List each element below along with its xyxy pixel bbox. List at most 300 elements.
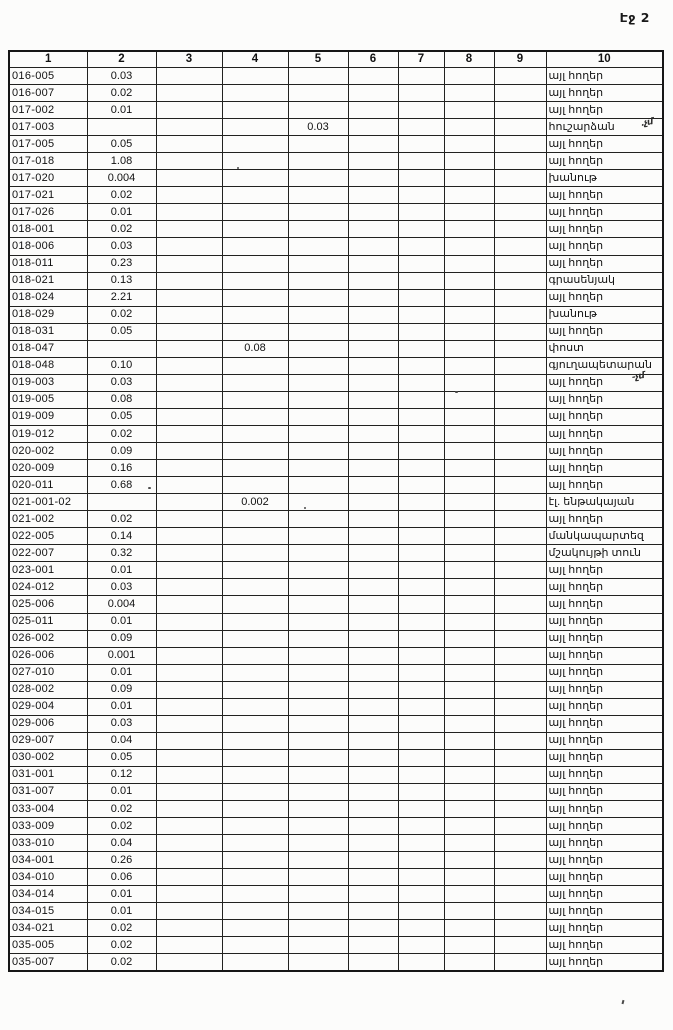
table-cell [156,579,222,596]
table-cell [222,835,288,852]
table-cell: 0.02 [87,801,156,818]
table-cell [288,630,348,647]
table-cell [444,391,494,408]
table-cell: 033-009 [9,818,87,835]
column-header: 9 [494,51,546,68]
table-cell [444,85,494,102]
table-cell [222,596,288,613]
table-cell [444,68,494,85]
table-cell [398,408,444,425]
table-cell [288,391,348,408]
table-cell: խանութ [546,306,663,323]
table-cell [348,903,398,920]
table-header-row [9,51,663,68]
table-cell [494,306,546,323]
table-cell [398,596,444,613]
table-cell: 0.03 [87,715,156,732]
table-cell [222,425,288,442]
table-cell [398,425,444,442]
table-cell [87,494,156,511]
table-cell [156,221,222,238]
table-cell: 0.05 [87,136,156,153]
table-cell [348,340,398,357]
table-cell [222,391,288,408]
table-cell [156,852,222,869]
scan-speck [622,1000,624,1004]
table-cell: այլ հողեր [546,818,663,835]
table-cell [444,681,494,698]
table-cell: 0.06 [87,869,156,886]
table-cell [494,869,546,886]
table-cell [288,238,348,255]
table-cell: խանութ [546,170,663,187]
table-cell [288,204,348,221]
table-cell [494,238,546,255]
table-cell [444,425,494,442]
table-cell [156,170,222,187]
table-cell [222,954,288,972]
table-cell: 2.21 [87,289,156,306]
table-cell [288,153,348,170]
table-cell [222,715,288,732]
table-cell [288,323,348,340]
table-cell [222,528,288,545]
table-cell [222,852,288,869]
table-cell [494,766,546,783]
table-cell [398,238,444,255]
table-cell [348,425,398,442]
column-header: 4 [222,51,288,68]
table-cell [398,255,444,272]
table-cell: 024-012 [9,579,87,596]
table-cell: այլ հողեր [546,937,663,954]
table-cell [398,903,444,920]
table-cell: այլ հողեր [546,852,663,869]
table-row [9,238,663,255]
table-row [9,869,663,886]
table-cell [444,408,494,425]
table-cell [156,68,222,85]
table-cell: 029-006 [9,715,87,732]
table-cell: 0.02 [87,954,156,972]
table-cell [494,664,546,681]
table-cell [494,545,546,562]
table-cell: 017-026 [9,204,87,221]
table-cell: 018-024 [9,289,87,306]
table-cell: էլ. ենթակայան [546,494,663,511]
table-cell [444,749,494,766]
table-cell [348,323,398,340]
table-cell [348,835,398,852]
table-cell: այլ հողեր [546,323,663,340]
scan-speck [455,391,458,393]
table-cell: 025-006 [9,596,87,613]
table-cell [398,715,444,732]
table-cell: 026-002 [9,630,87,647]
table-cell [494,460,546,477]
table-cell [494,255,546,272]
table-cell: 019-005 [9,391,87,408]
table-cell: 0.03 [87,374,156,391]
table-cell [348,818,398,835]
table-cell [222,903,288,920]
table-cell [156,835,222,852]
table-cell [348,715,398,732]
table-cell [222,511,288,528]
table-cell [348,306,398,323]
table-cell: այլ հողեր [546,460,663,477]
table-cell [156,698,222,715]
table-cell [348,153,398,170]
table-cell: 017-020 [9,170,87,187]
table-cell [348,801,398,818]
table-cell [156,664,222,681]
table-cell [348,783,398,800]
table-cell [348,579,398,596]
table-cell [222,306,288,323]
table-cell: 018-011 [9,255,87,272]
table-row [9,255,663,272]
table-cell: 0.05 [87,323,156,340]
table-row [9,511,663,528]
table-cell [494,391,546,408]
table-cell: 034-014 [9,886,87,903]
table-cell [222,545,288,562]
table-cell [348,613,398,630]
table-cell: այլ հողեր [546,732,663,749]
table-cell [156,596,222,613]
table-cell [494,340,546,357]
table-cell [398,119,444,136]
table-row [9,920,663,937]
table-cell: 019-009 [9,408,87,425]
table-cell [444,272,494,289]
table-cell [444,460,494,477]
table-cell [494,204,546,221]
table-cell [222,647,288,664]
table-cell: 028-002 [9,681,87,698]
table-cell [348,221,398,238]
table-cell [494,221,546,238]
table-cell [156,920,222,937]
table-cell [494,357,546,374]
table-cell: 034-001 [9,852,87,869]
table-cell [398,545,444,562]
table-cell [222,579,288,596]
table-cell [222,664,288,681]
column-header: 6 [348,51,398,68]
table-cell [444,920,494,937]
table-row [9,886,663,903]
table-cell: այլ հողեր [546,511,663,528]
table-cell [222,357,288,374]
table-row [9,681,663,698]
table-cell: 0.004 [87,596,156,613]
table-cell [156,613,222,630]
table-row [9,204,663,221]
table-cell [348,443,398,460]
table-cell [494,272,546,289]
table-cell [288,613,348,630]
table-cell [348,528,398,545]
table-cell [288,664,348,681]
table-cell [222,801,288,818]
table-cell: 0.02 [87,937,156,954]
table-row [9,937,663,954]
table-row [9,443,663,460]
table-cell [288,783,348,800]
table-cell: 0.05 [87,408,156,425]
table-row [9,136,663,153]
table-cell [348,766,398,783]
table-cell [444,545,494,562]
table-row [9,783,663,800]
table-cell [288,749,348,766]
table-cell [222,272,288,289]
table-cell [222,85,288,102]
table-row [9,630,663,647]
scan-speck [148,487,151,489]
table-row [9,187,663,204]
table-cell [156,732,222,749]
table-cell: 0.13 [87,272,156,289]
table-cell [444,613,494,630]
table-cell [222,443,288,460]
table-cell [156,374,222,391]
table-cell [288,528,348,545]
table-cell [222,681,288,698]
table-cell [222,408,288,425]
table-cell [156,954,222,972]
table-cell [156,477,222,494]
table-cell: 0.004 [87,170,156,187]
table-cell [348,391,398,408]
table-row [9,664,663,681]
table-cell: 0.09 [87,630,156,647]
table-cell [444,903,494,920]
table-cell [494,886,546,903]
column-header: 1 [9,51,87,68]
table-cell [156,886,222,903]
table-cell [494,749,546,766]
table-row [9,562,663,579]
table-cell: այլ հողեր [546,766,663,783]
table-cell [348,596,398,613]
table-cell [288,221,348,238]
table-cell [348,954,398,972]
table-row [9,460,663,477]
table-cell [156,511,222,528]
table-cell [398,391,444,408]
table-cell [398,153,444,170]
table-cell [494,647,546,664]
table-cell [444,323,494,340]
table-cell: այլ հողեր [546,835,663,852]
table-cell: այլ հողեր [546,681,663,698]
table-cell [398,681,444,698]
table-cell: այլ հողեր [546,391,663,408]
table-cell [444,732,494,749]
table-row [9,272,663,289]
table-cell [156,187,222,204]
table-cell [494,136,546,153]
table-cell [494,187,546,204]
table-cell [494,119,546,136]
table-cell [398,630,444,647]
table-row [9,323,663,340]
table-cell [288,801,348,818]
table-cell [444,562,494,579]
table-cell [494,818,546,835]
table-cell [398,221,444,238]
table-cell: 017-021 [9,187,87,204]
table-cell: այլ հողեր [546,715,663,732]
table-cell: այլ հողեր [546,443,663,460]
table-cell [156,238,222,255]
table-cell [444,766,494,783]
table-cell: 0.01 [87,886,156,903]
column-header: 2 [87,51,156,68]
table-cell [222,136,288,153]
table-cell [288,698,348,715]
table-cell [494,511,546,528]
table-cell: 025-011 [9,613,87,630]
table-cell: 0.02 [87,920,156,937]
table-cell: 020-009 [9,460,87,477]
table-cell: այլ հողեր [546,579,663,596]
table-cell: 021-002 [9,511,87,528]
table-cell [398,664,444,681]
table-cell [494,170,546,187]
table-cell [444,528,494,545]
table-cell [156,749,222,766]
table-cell [288,255,348,272]
table-cell [288,920,348,937]
table-cell: 018-031 [9,323,87,340]
table-cell [288,408,348,425]
table-cell: 0.01 [87,698,156,715]
table-cell [348,68,398,85]
table-cell [222,289,288,306]
table-cell [288,511,348,528]
table-cell: 034-010 [9,869,87,886]
table-cell [494,715,546,732]
table-cell: այլ հողեր [546,596,663,613]
table-cell [288,187,348,204]
table-cell: այլ հողեր [546,221,663,238]
table-row [9,357,663,374]
table-cell [222,68,288,85]
table-cell [444,783,494,800]
table-cell: այլ հողեր [546,477,663,494]
table-cell [494,613,546,630]
table-cell: 0.68 [87,477,156,494]
table-cell [494,835,546,852]
table-cell [222,613,288,630]
table-cell [288,818,348,835]
table-cell [398,954,444,972]
table-cell [288,136,348,153]
table-cell [348,374,398,391]
table-cell: 0.001 [87,647,156,664]
table-cell: 0.01 [87,664,156,681]
table-cell [156,715,222,732]
table-cell [494,477,546,494]
table-row [9,715,663,732]
table-cell [288,886,348,903]
table-cell [288,579,348,596]
table-cell [444,187,494,204]
table-cell: 0.01 [87,903,156,920]
table-cell [156,85,222,102]
table-cell: 018-021 [9,272,87,289]
table-cell [288,102,348,119]
table-cell [288,732,348,749]
table-cell [494,681,546,698]
table-cell [494,68,546,85]
table-cell [444,357,494,374]
table-cell [494,528,546,545]
table-cell [398,460,444,477]
table-cell: 0.32 [87,545,156,562]
table-cell: մանկապարտեզ [546,528,663,545]
table-cell [156,443,222,460]
table-cell [222,869,288,886]
table-cell [156,528,222,545]
table-cell: 031-007 [9,783,87,800]
table-cell [348,460,398,477]
table-cell [348,664,398,681]
table-cell: 0.02 [87,425,156,442]
table-cell [398,306,444,323]
table-cell [222,698,288,715]
table-cell: այլ հողեր [546,204,663,221]
table-cell [156,153,222,170]
table-cell [398,323,444,340]
table-cell [444,937,494,954]
land-parcel-table [8,50,664,972]
table-cell [288,340,348,357]
table-cell [222,818,288,835]
table-cell [348,630,398,647]
table-cell: այլ հողեր [546,68,663,85]
table-cell [222,204,288,221]
table-cell [398,102,444,119]
table-row [9,818,663,835]
table-row [9,579,663,596]
table-cell [222,374,288,391]
table-cell: 0.02 [87,818,156,835]
table-cell [288,374,348,391]
table-cell [222,170,288,187]
table-cell [288,681,348,698]
table-cell [398,783,444,800]
table-cell [348,511,398,528]
table-cell [348,647,398,664]
table-row [9,835,663,852]
table-cell [288,562,348,579]
table-cell: 0.05 [87,749,156,766]
table-row [9,698,663,715]
table-cell [222,102,288,119]
table-cell: 0.14 [87,528,156,545]
table-cell: 0.02 [87,511,156,528]
table-cell: 034-021 [9,920,87,937]
table-cell [444,579,494,596]
table-cell [87,340,156,357]
table-row [9,852,663,869]
table-cell [156,306,222,323]
